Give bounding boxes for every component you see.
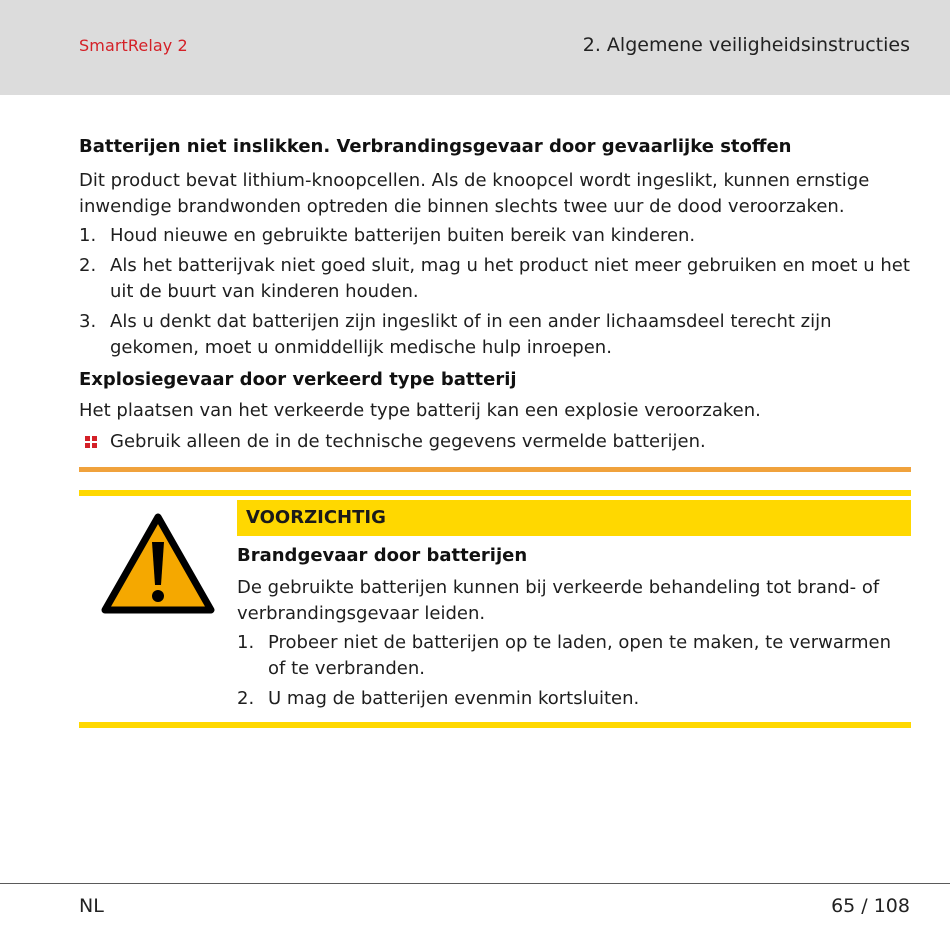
list-item (79, 223, 911, 249)
main-content (79, 134, 911, 455)
page-number: 65 / 108 (831, 895, 910, 917)
warning-bottom-rule (79, 722, 911, 728)
warning-top-rule (79, 490, 911, 496)
section-title: 2. Algemene veiligheidsinstructies (582, 34, 910, 56)
list-text: Als het batterijvak niet goed sluit, mag u het product niet meer gebruiken en moet u het uit de buurt van kinderen houden. (110, 255, 910, 302)
brand-name: SmartRelay 2 (79, 36, 188, 55)
action-bullet (79, 429, 911, 455)
list-text: Probeer niet de batterijen op te laden, open te maken, te verwarmen of te verbranden. (268, 632, 891, 679)
list-number: 3. (79, 311, 97, 332)
action-bullet-icon (85, 436, 97, 448)
list-item (237, 630, 911, 682)
list-text: Houd nieuwe en gebruikte batterijen buiten bereik van kinderen. (110, 225, 696, 246)
list-number: 2. (237, 688, 255, 709)
list-number: 1. (237, 632, 255, 653)
language-code: NL (79, 895, 104, 917)
list-item (237, 686, 911, 712)
section2-heading: Explosiegevaar door verkeerd type batterij (79, 369, 517, 390)
warning-list (237, 630, 911, 712)
signal-word: VOORZICHTIG (237, 500, 911, 536)
section1-list (79, 223, 911, 361)
list-text: Als u denkt dat batterijen zijn ingeslikt of in een ander lichaamsdeel terecht zijn gekomen, moet u onmiddellijk medische hulp inroepen. (110, 311, 832, 358)
list-number: 2. (79, 255, 97, 276)
section2-intro: Het plaatsen van het verkeerde type batterij kan een explosie veroorzaken. (79, 400, 761, 421)
list-number: 1. (79, 225, 97, 246)
warning-triangle-icon (101, 512, 215, 614)
warning-heading: Brandgevaar door batterijen (237, 545, 528, 566)
section-divider (79, 467, 911, 472)
section1-heading: Batterijen niet inslikken. Verbrandingsgevaar door gevaarlijke stoffen (79, 136, 792, 157)
list-item (79, 253, 911, 305)
list-text: U mag de batterijen evenmin kortsluiten. (268, 688, 640, 709)
list-item (79, 309, 911, 361)
action-bullet-text: Gebruik alleen de in de technische gegevens vermelde batterijen. (110, 431, 706, 452)
footer-divider (0, 883, 950, 884)
warning-body (237, 500, 911, 718)
section1-intro: Dit product bevat lithium-knoopcellen. Als de knoopcel wordt ingeslikt, kunnen ernstige inwendige brandwonden optreden die binnen slechts twee uur de dood veroorzaken. (79, 170, 870, 217)
page-header (0, 0, 950, 95)
warning-intro: De gebruikte batterijen kunnen bij verkeerde behandeling tot brand- of verbrandingsgevaar leiden. (237, 577, 880, 624)
